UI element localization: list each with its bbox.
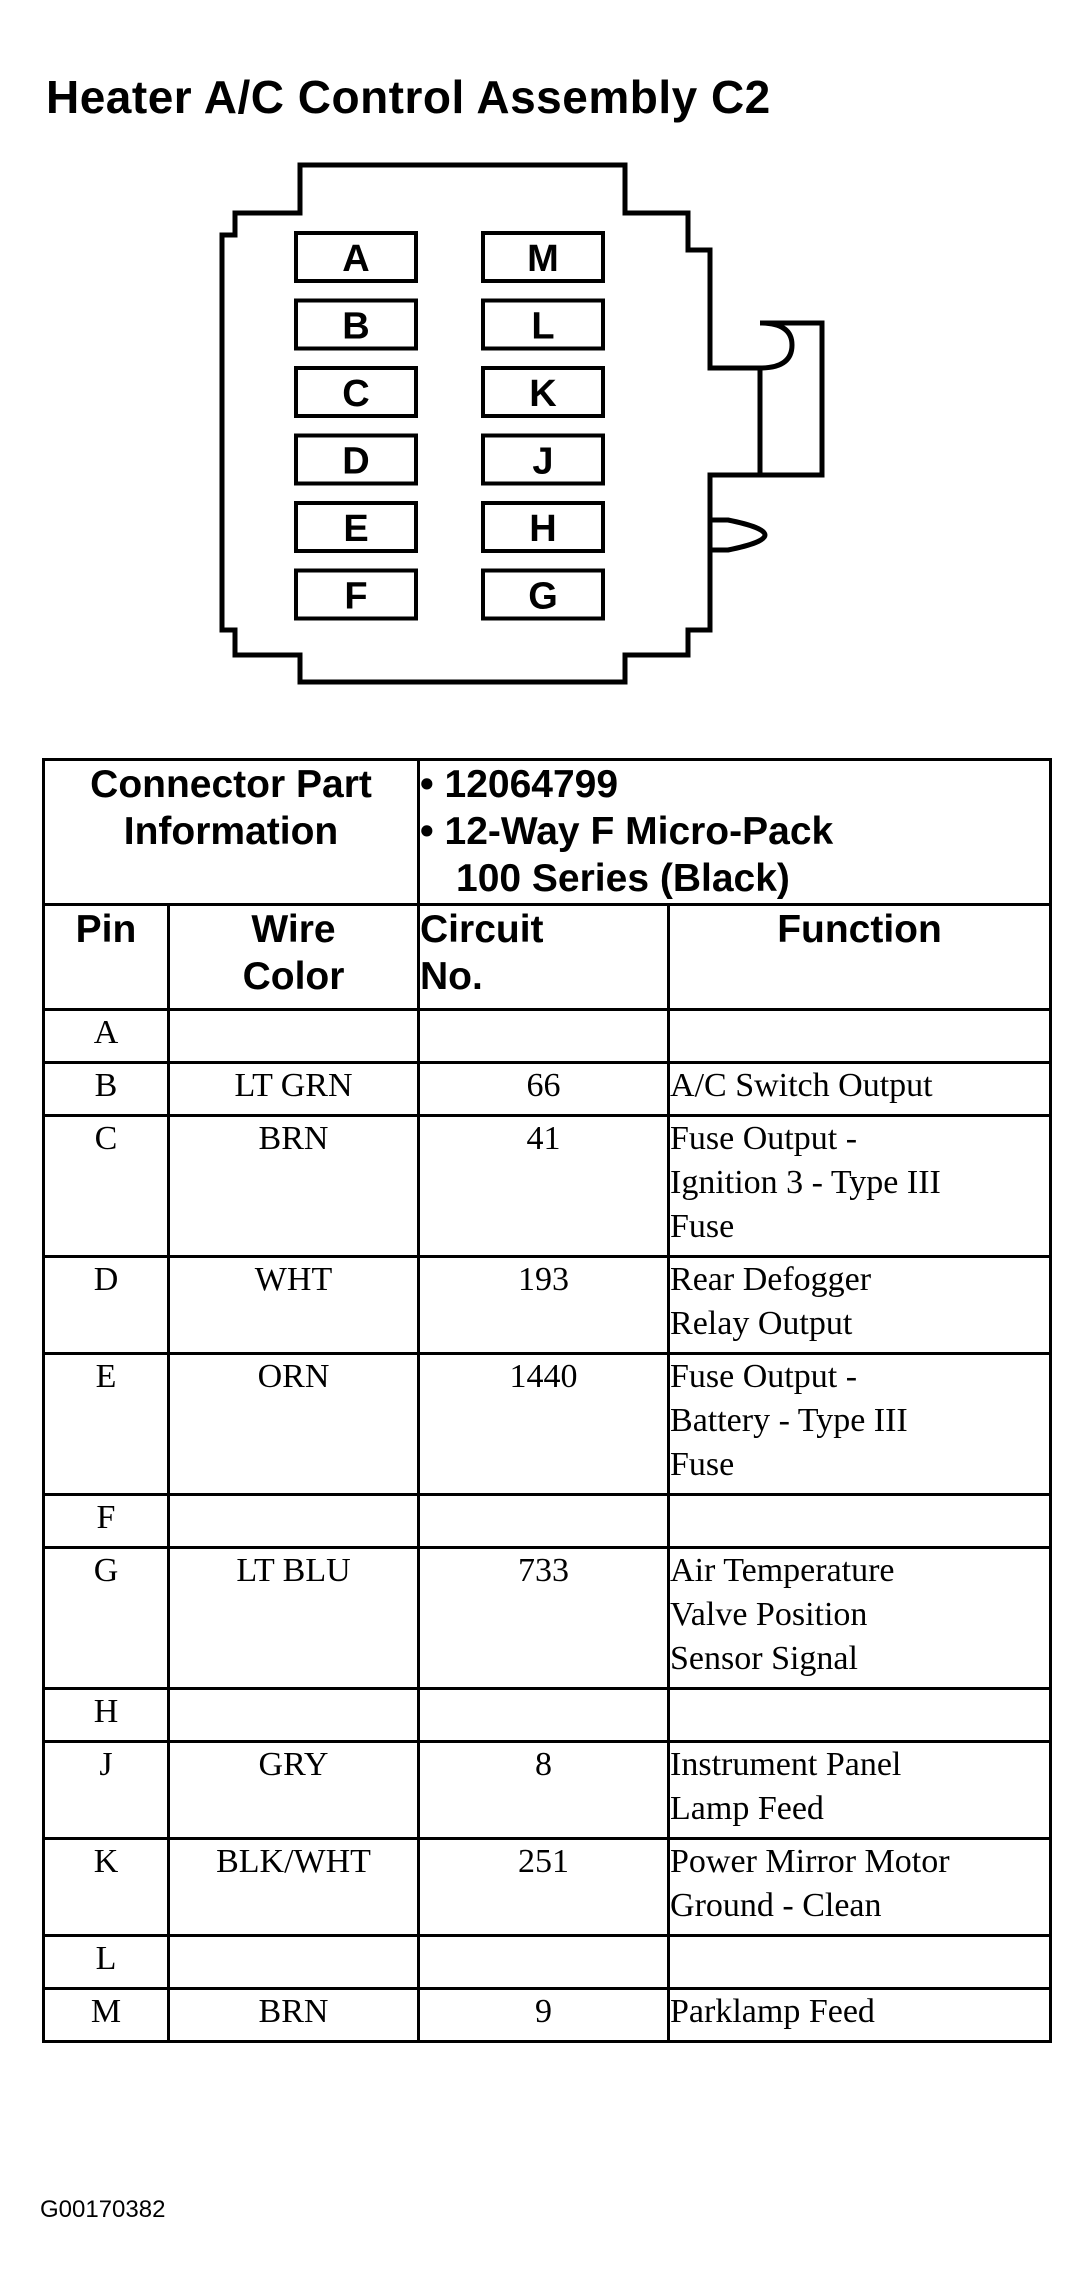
pin-label-a: A bbox=[342, 238, 370, 280]
function-line: Air Temperature bbox=[670, 1552, 895, 1589]
connector-description-line1: 12-Way F Micro-Pack bbox=[444, 810, 834, 853]
wire-color-cell bbox=[169, 1010, 419, 1063]
function-cell bbox=[669, 1989, 1051, 2042]
function-cell bbox=[669, 1354, 1051, 1495]
pin-cell: K bbox=[44, 1839, 169, 1936]
circuit-cell: 8 bbox=[419, 1742, 669, 1839]
pin-box-group bbox=[296, 233, 603, 619]
pin-label-k: K bbox=[529, 373, 557, 415]
pin-label-f: F bbox=[344, 575, 368, 618]
bullet-2: • bbox=[420, 810, 434, 853]
function-line: Valve Position bbox=[670, 1596, 868, 1633]
function-cell bbox=[669, 1116, 1051, 1257]
pin-cell: B bbox=[44, 1063, 169, 1116]
header-pin bbox=[44, 905, 169, 1010]
pin-cell: G bbox=[44, 1548, 169, 1689]
pin-label-h: H bbox=[529, 508, 557, 550]
function-line: Parklamp Feed bbox=[670, 1993, 875, 2030]
function-line: Sensor Signal bbox=[670, 1640, 858, 1677]
column-header-row bbox=[44, 905, 1051, 1010]
table-row bbox=[44, 1063, 1051, 1116]
function-cell bbox=[669, 1689, 1051, 1742]
wire-color-cell: BLK/WHT bbox=[169, 1839, 419, 1936]
wire-color-cell: GRY bbox=[169, 1742, 419, 1839]
function-line: Relay Output bbox=[670, 1305, 853, 1342]
pin-cell: E bbox=[44, 1354, 169, 1495]
table-row bbox=[44, 1989, 1051, 2042]
wire-color-cell: WHT bbox=[169, 1257, 419, 1354]
circuit-cell bbox=[419, 1495, 669, 1548]
function-line: Ignition 3 - Type III bbox=[670, 1164, 941, 1201]
header-function bbox=[669, 905, 1051, 1010]
wire-color-cell: LT GRN bbox=[169, 1063, 419, 1116]
header-circuit-line2: No. bbox=[420, 955, 483, 998]
function-cell bbox=[669, 1936, 1051, 1989]
table-row bbox=[44, 1257, 1051, 1354]
connector-info-row bbox=[44, 760, 1051, 905]
circuit-cell bbox=[419, 1936, 669, 1989]
table-row bbox=[44, 1116, 1051, 1257]
header-wire-color-line1: Wire bbox=[251, 908, 336, 951]
pin-label-d: D bbox=[342, 440, 370, 483]
function-line: Rear Defogger bbox=[670, 1261, 872, 1298]
wire-color-cell: LT BLU bbox=[169, 1548, 419, 1689]
pin-label-m: M bbox=[527, 238, 559, 280]
circuit-cell: 251 bbox=[419, 1839, 669, 1936]
header-wire-color bbox=[169, 905, 419, 1010]
pin-cell: F bbox=[44, 1495, 169, 1548]
wire-color-cell: BRN bbox=[169, 1989, 419, 2042]
connector-info-label-line2: Information bbox=[123, 810, 339, 853]
wire-color-cell bbox=[169, 1936, 419, 1989]
pin-label-c: C bbox=[342, 373, 370, 415]
connector-description-line2: 100 Series (Black) bbox=[456, 857, 790, 900]
pin-label-l: L bbox=[531, 305, 555, 348]
connector-face-diagram bbox=[0, 150, 1089, 710]
page-title: Heater A/C Control Assembly C2 bbox=[46, 71, 771, 123]
function-cell bbox=[669, 1010, 1051, 1063]
pin-cell: C bbox=[44, 1116, 169, 1257]
table-row bbox=[44, 1495, 1051, 1548]
circuit-cell: 41 bbox=[419, 1116, 669, 1257]
part-number: 12064799 bbox=[444, 763, 619, 806]
bullet-1: • bbox=[420, 763, 434, 806]
function-cell bbox=[669, 1839, 1051, 1936]
pin-cell: A bbox=[44, 1010, 169, 1063]
function-line: Instrument Panel bbox=[670, 1746, 902, 1783]
pin-label-b: B bbox=[342, 305, 370, 348]
table-row bbox=[44, 1010, 1051, 1063]
connector-info-values bbox=[419, 760, 1051, 905]
pin-label-g: G bbox=[528, 575, 558, 618]
function-line: Battery - Type III bbox=[670, 1402, 908, 1439]
function-line: Power Mirror Motor bbox=[670, 1843, 950, 1880]
circuit-cell: 193 bbox=[419, 1257, 669, 1354]
function-line: Fuse Output - bbox=[670, 1120, 858, 1157]
circuit-cell: 66 bbox=[419, 1063, 669, 1116]
pin-cell: J bbox=[44, 1742, 169, 1839]
header-circuit-no bbox=[419, 905, 669, 1010]
wire-color-cell bbox=[169, 1495, 419, 1548]
circuit-cell: 733 bbox=[419, 1548, 669, 1689]
function-line: Fuse bbox=[670, 1446, 735, 1483]
wire-color-cell: BRN bbox=[169, 1116, 419, 1257]
function-cell bbox=[669, 1063, 1051, 1116]
header-pin-text: Pin bbox=[75, 908, 137, 951]
header-function-text: Function bbox=[777, 908, 942, 951]
circuit-cell bbox=[419, 1010, 669, 1063]
connector-info-label-line1: Connector Part bbox=[90, 763, 372, 806]
pin-cell: L bbox=[44, 1936, 169, 1989]
circuit-cell bbox=[419, 1689, 669, 1742]
function-cell bbox=[669, 1495, 1051, 1548]
pin-cell: H bbox=[44, 1689, 169, 1742]
table-row bbox=[44, 1354, 1051, 1495]
connector-info-label bbox=[44, 760, 419, 905]
table-row bbox=[44, 1742, 1051, 1839]
circuit-cell: 9 bbox=[419, 1989, 669, 2042]
header-circuit-line1: Circuit bbox=[420, 908, 544, 951]
connector-pinout-table bbox=[42, 758, 1052, 2043]
function-cell bbox=[669, 1257, 1051, 1354]
function-cell bbox=[669, 1742, 1051, 1839]
wire-color-cell: ORN bbox=[169, 1354, 419, 1495]
function-line: Fuse Output - bbox=[670, 1358, 858, 1395]
function-line: A/C Switch Output bbox=[670, 1067, 933, 1104]
figure-code: G00170382 bbox=[40, 2196, 166, 2223]
pin-label-e: E bbox=[343, 508, 369, 550]
function-line: Fuse bbox=[670, 1208, 735, 1245]
pin-cell: D bbox=[44, 1257, 169, 1354]
function-line: Ground - Clean bbox=[670, 1887, 882, 1924]
pin-cell: M bbox=[44, 1989, 169, 2042]
circuit-cell: 1440 bbox=[419, 1354, 669, 1495]
pin-label-j: J bbox=[532, 440, 554, 483]
table-row bbox=[44, 1548, 1051, 1689]
table-row bbox=[44, 1689, 1051, 1742]
function-cell bbox=[669, 1548, 1051, 1689]
table-row bbox=[44, 1936, 1051, 1989]
header-wire-color-line2: Color bbox=[242, 955, 345, 998]
wire-color-cell bbox=[169, 1689, 419, 1742]
table-row bbox=[44, 1839, 1051, 1936]
function-line: Lamp Feed bbox=[670, 1790, 824, 1827]
